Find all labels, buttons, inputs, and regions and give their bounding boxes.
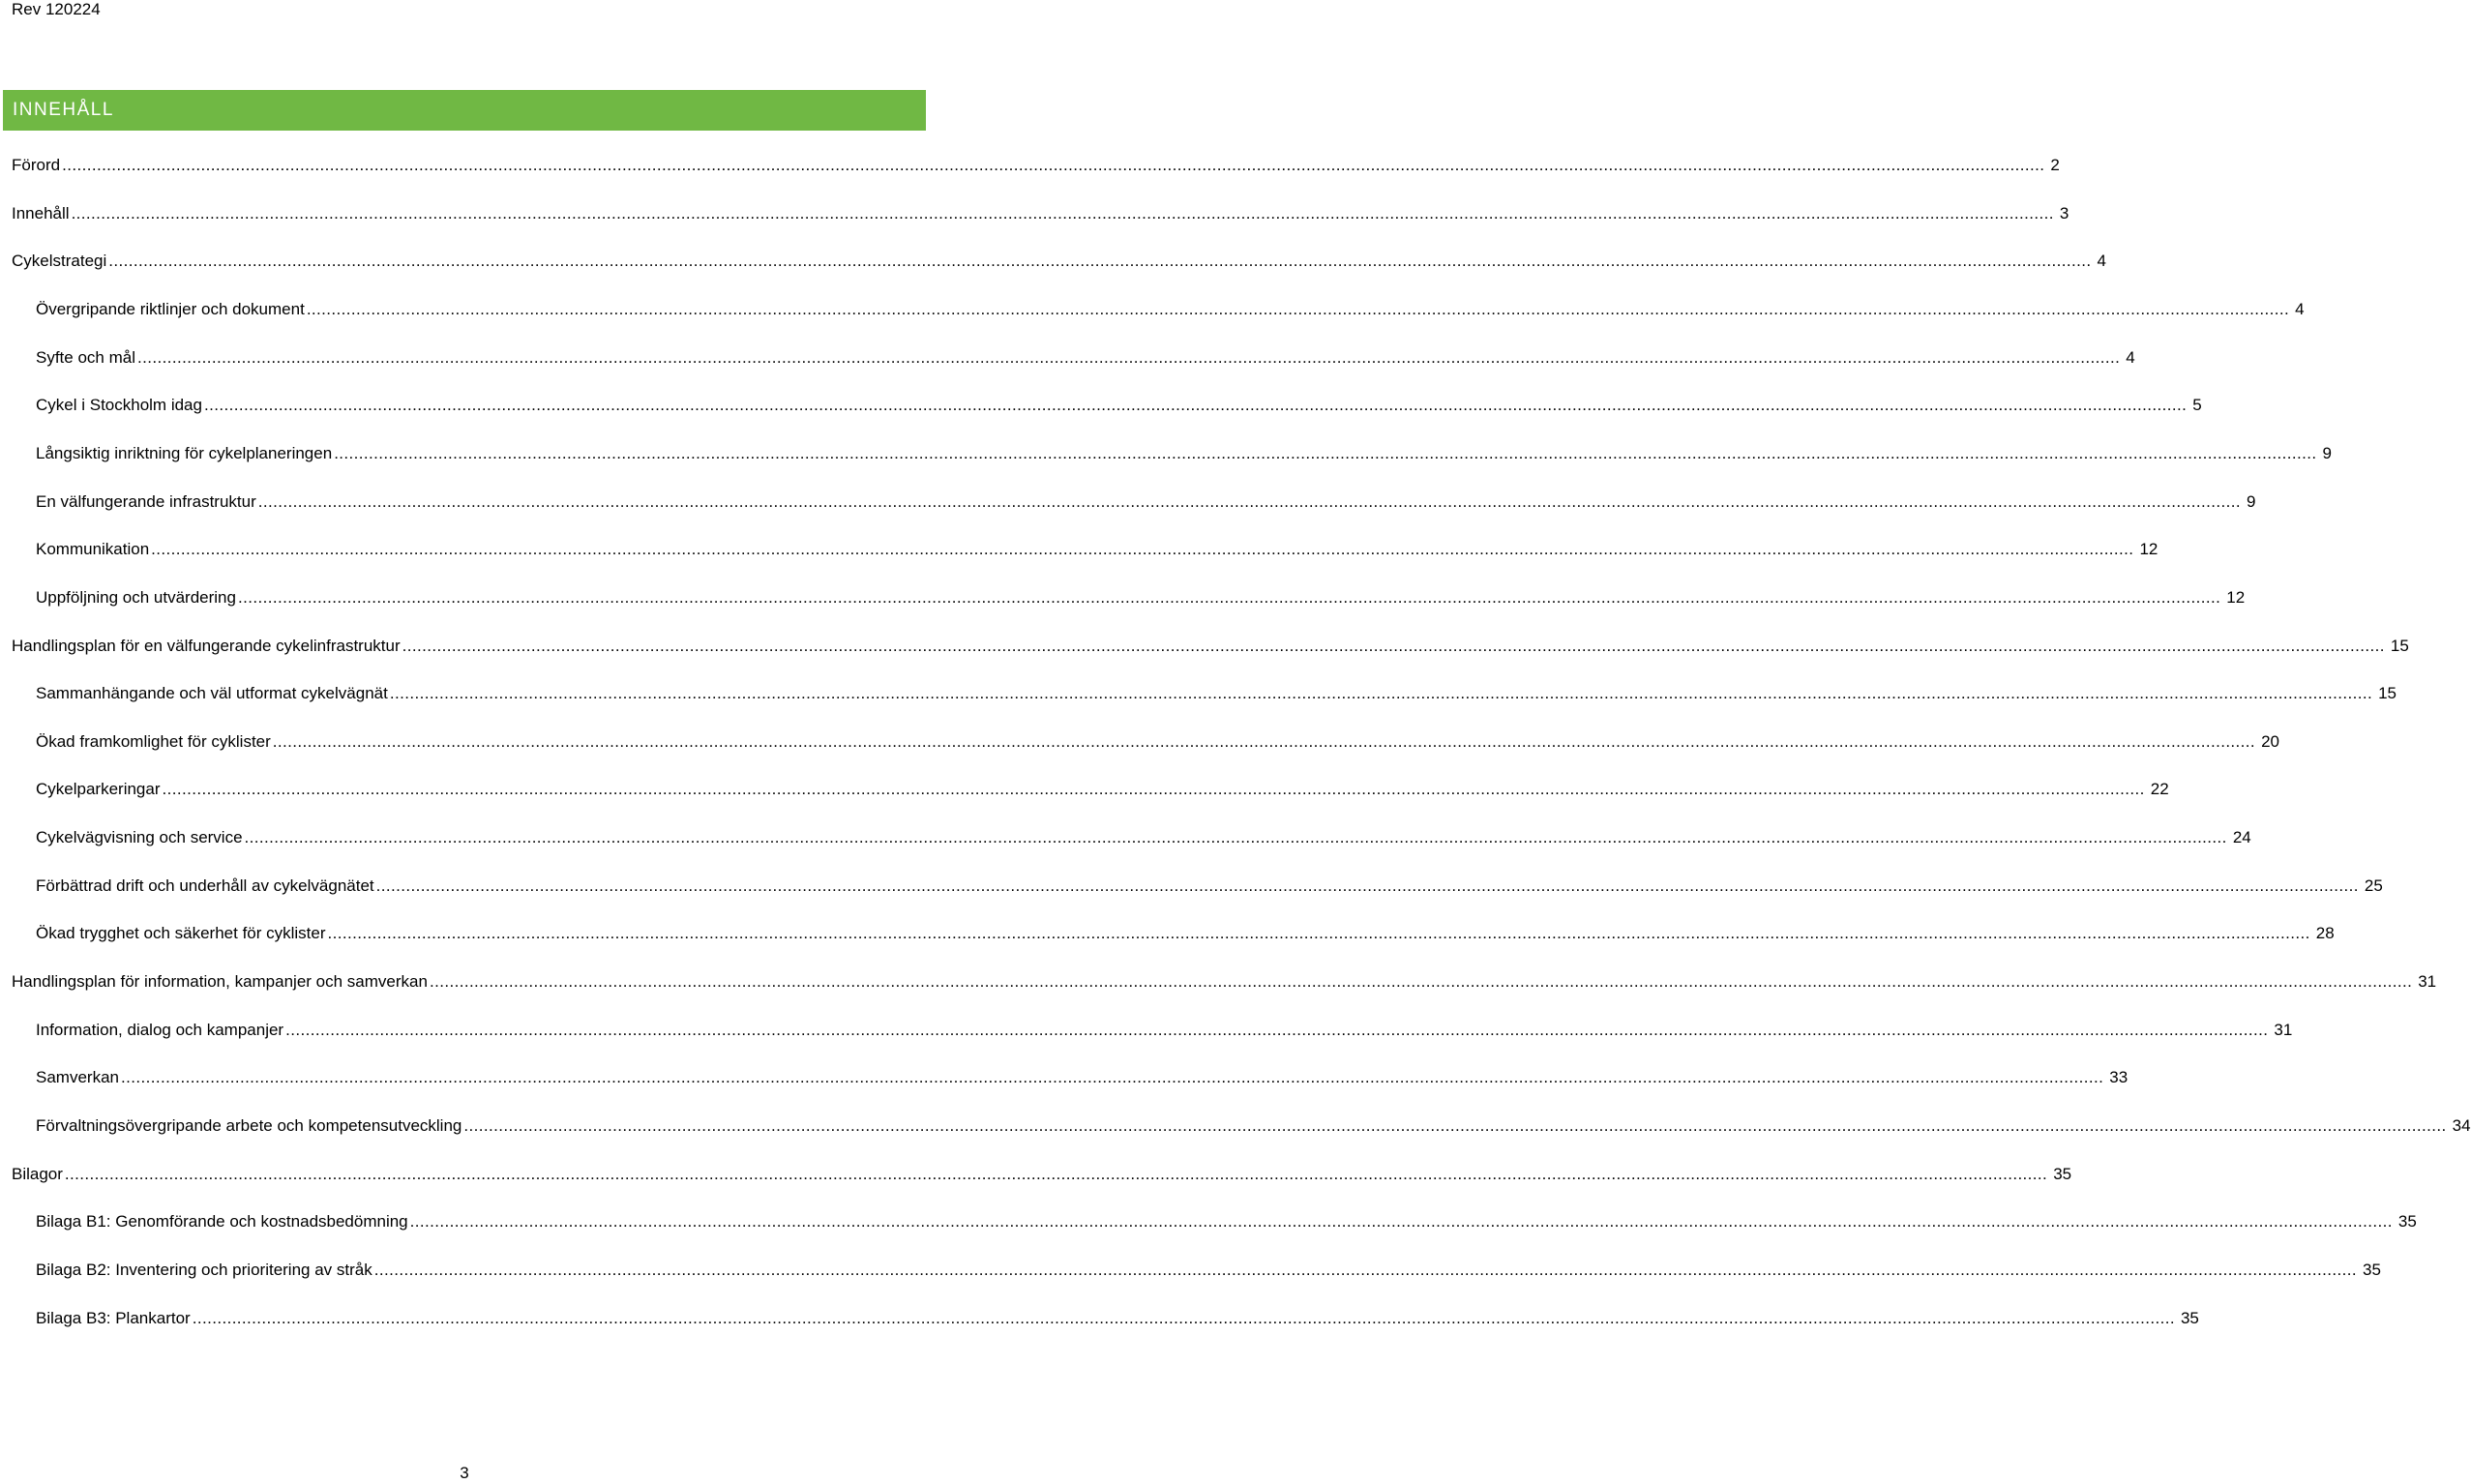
toc-leader-dots: ................................................................................................................................................................................................................................................................................................................................................................................................................ bbox=[237, 587, 2221, 607]
toc-entry[interactable] bbox=[12, 251, 2106, 272]
toc-entry-label: Cykelstrategi bbox=[12, 252, 107, 271]
toc-leader-dots: ................................................................................................................................................................................................................................................................................................................................................................................................................ bbox=[334, 443, 2317, 462]
toc-entry-label: Sammanhängande och väl utformat cykelvägnät bbox=[36, 684, 388, 703]
toc-entry-page: 31 bbox=[2418, 972, 2437, 992]
toc-entry-label: Bilaga B1: Genomförande och kostnadsbedömning bbox=[36, 1212, 408, 1232]
toc-entry-label: En välfungerande infrastruktur bbox=[36, 491, 256, 511]
toc-leader-dots: ................................................................................................................................................................................................................................................................................................................................................................................................................ bbox=[373, 1260, 2358, 1279]
toc-entry-label: Långsiktig inriktning för cykelplaneringen bbox=[36, 443, 333, 462]
toc-entry-label: Ökad trygghet och säkerhet för cyklister bbox=[36, 924, 326, 943]
toc-leader-dots: ................................................................................................................................................................................................................................................................................................................................................................................................................ bbox=[463, 1116, 2447, 1135]
toc-leader-dots: ................................................................................................................................................................................................................................................................................................................................................................................................................ bbox=[151, 540, 2134, 559]
revision-label: Rev 120224 bbox=[12, 0, 101, 18]
toc-leader-dots: ................................................................................................................................................................................................................................................................................................................................................................................................................ bbox=[306, 299, 2290, 318]
toc-entry[interactable] bbox=[36, 587, 2246, 608]
toc-entry[interactable] bbox=[36, 731, 2279, 753]
toc-entry-label: Innehåll bbox=[12, 203, 70, 223]
toc-entry-page: 22 bbox=[2150, 780, 2169, 799]
toc-entry-page: 4 bbox=[2295, 299, 2305, 318]
toc-entry[interactable] bbox=[36, 779, 2169, 800]
toc-entry[interactable] bbox=[36, 539, 2158, 560]
toc-leader-dots: ................................................................................................................................................................................................................................................................................................................................................................................................................ bbox=[429, 972, 2413, 992]
toc-entry-label: Syfte och mål bbox=[36, 347, 135, 367]
toc-entry[interactable] bbox=[36, 347, 2135, 369]
toc-entry[interactable] bbox=[36, 1067, 2129, 1088]
toc-entry[interactable] bbox=[12, 155, 2060, 176]
toc-entry-label: Förbättrad drift och underhåll av cykelvägnätet bbox=[36, 876, 374, 895]
toc-entry[interactable] bbox=[36, 299, 2305, 320]
toc-entry-label: Samverkan bbox=[36, 1068, 119, 1087]
toc-leader-dots: ................................................................................................................................................................................................................................................................................................................................................................................................................ bbox=[402, 636, 2385, 655]
toc-entry[interactable] bbox=[36, 1211, 2417, 1232]
toc-entry-label: Bilaga B3: Plankartor bbox=[36, 1308, 191, 1327]
toc-entry-label: Ökad framkomlighet för cyklister bbox=[36, 731, 271, 751]
toc-entry[interactable] bbox=[36, 923, 2335, 944]
page-number: 3 bbox=[460, 1464, 469, 1482]
toc-leader-dots: ................................................................................................................................................................................................................................................................................................................................................................................................................ bbox=[272, 731, 2256, 751]
toc-entry[interactable] bbox=[36, 1308, 2199, 1329]
toc-entry-label: Cykel i Stockholm idag bbox=[36, 396, 202, 415]
toc-entry-label: Uppföljning och utvärdering bbox=[36, 587, 236, 607]
toc-entry-label: Kommunikation bbox=[36, 540, 150, 559]
toc-leader-dots: ................................................................................................................................................................................................................................................................................................................................................................................................................ bbox=[409, 1212, 2393, 1232]
toc-entry-page: 9 bbox=[2322, 443, 2332, 462]
toc-entry[interactable] bbox=[36, 827, 2251, 848]
toc-entry-page: 3 bbox=[2059, 203, 2069, 223]
toc-entry[interactable] bbox=[12, 203, 2069, 224]
toc-entry-label: Förvaltningsövergripande arbete och kompetensutveckling bbox=[36, 1116, 462, 1135]
toc-leader-dots: ................................................................................................................................................................................................................................................................................................................................................................................................................ bbox=[192, 1308, 2175, 1327]
toc-entry-page: 20 bbox=[2261, 731, 2279, 751]
toc-entry-page: 35 bbox=[2180, 1308, 2199, 1327]
toc-leader-dots: ................................................................................................................................................................................................................................................................................................................................................................................................................ bbox=[137, 347, 2121, 367]
toc-entry[interactable] bbox=[12, 971, 2437, 993]
toc-entry-page: 35 bbox=[2053, 1164, 2072, 1183]
toc-entry-page: 12 bbox=[2226, 587, 2246, 607]
toc-entry[interactable] bbox=[36, 443, 2332, 464]
toc-entry-page: 31 bbox=[2274, 1020, 2293, 1039]
toc-leader-dots: ................................................................................................................................................................................................................................................................................................................................................................................................................ bbox=[108, 252, 2092, 271]
toc-entry-page: 2 bbox=[2050, 156, 2060, 174]
toc-leader-dots: ................................................................................................................................................................................................................................................................................................................................................................................................................ bbox=[71, 203, 2054, 223]
toc-entry-page: 35 bbox=[2363, 1260, 2381, 1279]
toc-entry-label: Bilaga B2: Inventering och prioritering av stråk bbox=[36, 1260, 372, 1279]
toc-leader-dots: ................................................................................................................................................................................................................................................................................................................................................................................................................ bbox=[389, 684, 2373, 703]
toc-leader-dots: ................................................................................................................................................................................................................................................................................................................................................................................................................ bbox=[257, 491, 2242, 511]
toc-entry-page: 9 bbox=[2247, 491, 2256, 511]
toc-leader-dots: ................................................................................................................................................................................................................................................................................................................................................................................................................ bbox=[327, 924, 2310, 943]
toc-entry[interactable] bbox=[12, 1164, 2072, 1185]
toc-leader-dots: ................................................................................................................................................................................................................................................................................................................................................................................................................ bbox=[244, 828, 2227, 847]
toc-entry-label: Handlingsplan för en välfungerande cykelinfrastruktur bbox=[12, 636, 401, 655]
toc-entry-page: 4 bbox=[2126, 347, 2135, 367]
toc-entry-page: 25 bbox=[2364, 876, 2383, 895]
toc-entry-label: Cykelparkeringar bbox=[36, 780, 161, 799]
toc-leader-dots: ................................................................................................................................................................................................................................................................................................................................................................................................................ bbox=[203, 396, 2188, 415]
toc-entry-page: 4 bbox=[2097, 252, 2106, 271]
toc-leader-dots: ................................................................................................................................................................................................................................................................................................................................................................................................................ bbox=[64, 1164, 2048, 1183]
toc-entry[interactable] bbox=[36, 1260, 2381, 1281]
toc-entry-page: 35 bbox=[2397, 1212, 2417, 1232]
toc-entry-page: 33 bbox=[2109, 1068, 2129, 1087]
toc-entry-page: 15 bbox=[2378, 684, 2397, 703]
toc-entry-label: Information, dialog och kampanjer bbox=[36, 1020, 284, 1039]
toc-leader-dots: ................................................................................................................................................................................................................................................................................................................................................................................................................ bbox=[375, 876, 2359, 895]
toc-entry[interactable] bbox=[36, 395, 2202, 416]
toc-leader-dots: ................................................................................................................................................................................................................................................................................................................................................................................................................ bbox=[120, 1068, 2104, 1087]
toc-entry[interactable] bbox=[36, 491, 2256, 513]
toc-entry[interactable] bbox=[36, 1020, 2293, 1041]
toc-entry-label: Cykelvägvisning och service bbox=[36, 828, 243, 847]
toc-leader-dots: ................................................................................................................................................................................................................................................................................................................................................................................................................ bbox=[162, 780, 2145, 799]
toc-entry-label: Förord bbox=[12, 156, 61, 174]
toc-leader-dots: ................................................................................................................................................................................................................................................................................................................................................................................................................ bbox=[62, 156, 2045, 174]
toc-entry-label: Handlingsplan för information, kampanjer och samverkan bbox=[12, 972, 428, 992]
toc-entry-page: 24 bbox=[2232, 828, 2251, 847]
toc-entry[interactable] bbox=[36, 683, 2397, 704]
toc-entry[interactable] bbox=[36, 1115, 2471, 1137]
toc-entry-page: 34 bbox=[2452, 1116, 2471, 1135]
toc-entry-page: 15 bbox=[2390, 636, 2409, 655]
toc-entry[interactable] bbox=[12, 636, 2409, 657]
toc-entry-page: 12 bbox=[2139, 540, 2158, 559]
section-title: INNEHÅLL bbox=[13, 100, 114, 120]
toc-entry-label: Övergripande riktlinjer och dokument bbox=[36, 299, 305, 318]
toc-entry[interactable] bbox=[36, 876, 2383, 897]
toc-leader-dots: ................................................................................................................................................................................................................................................................................................................................................................................................................ bbox=[285, 1020, 2269, 1039]
toc-entry-page: 5 bbox=[2192, 396, 2202, 415]
toc-entry-page: 28 bbox=[2315, 924, 2335, 943]
toc-entry-label: Bilagor bbox=[12, 1164, 63, 1183]
